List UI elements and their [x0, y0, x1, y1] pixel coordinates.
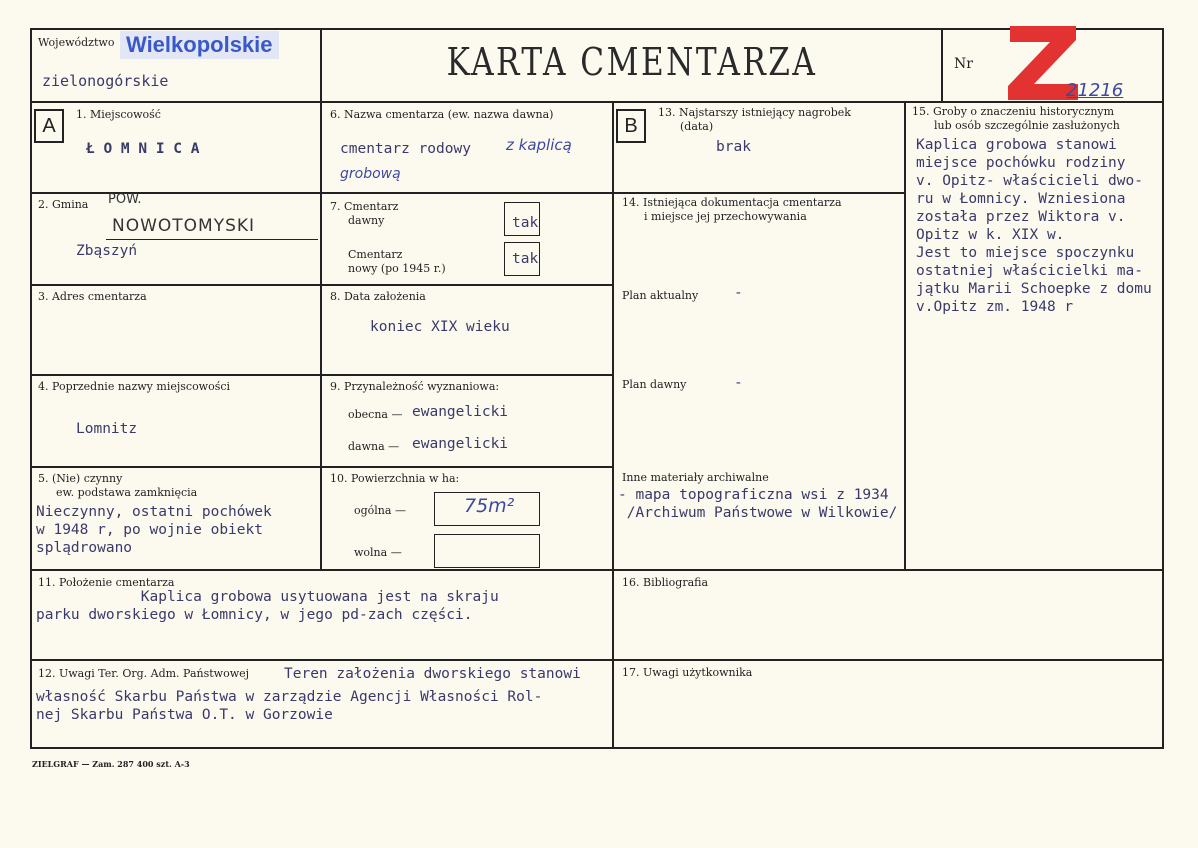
f12-value-1: Teren założenia dworskiego stanowi — [284, 666, 581, 682]
f9-obecna-val: ewangelicki — [412, 404, 509, 420]
col-div-3 — [904, 103, 906, 570]
f11-value: Kaplica grobowa usytuowana jest na skraju parku dworskiego w Łomnicy, w jego pd-zach części. — [36, 589, 499, 623]
f14-plan-dawny-val: - — [734, 375, 743, 391]
header-col2 — [941, 28, 943, 103]
f2-label: 2. Gmina — [38, 198, 89, 211]
f9-label: 9. Przynależność wyznaniowa: — [330, 380, 500, 393]
f8-value: koniec XIX wieku — [370, 319, 510, 335]
f10-ogolna-val: 75m² — [464, 495, 515, 517]
f1-label: 1. Miejscowość — [76, 108, 161, 121]
f6-value: cmentarz rodowy — [340, 141, 471, 157]
f14-plan-aktualny-val: - — [734, 285, 743, 301]
frame-top — [30, 28, 1162, 30]
f13-value: brak — [716, 139, 751, 155]
f9-dawna: dawna — — [348, 440, 400, 453]
f7-label: 7. Cmentarz — [330, 200, 399, 213]
f15-label-1: 15. Groby o znaczeniu historycznym — [912, 105, 1115, 118]
section-a-letter: A — [34, 109, 64, 143]
f7-dawny: dawny — [348, 214, 385, 227]
f6-hand-2: grobową — [340, 166, 401, 182]
f7-dawny-val: tak — [512, 215, 539, 231]
f15-label-2: lub osób szczególnie zasłużonych — [934, 119, 1120, 132]
f14-label-2: i miejsce jej przechowywania — [644, 210, 807, 223]
f3-label: 3. Adres cmentarza — [38, 290, 147, 303]
f16-label: 16. Bibliografia — [622, 576, 709, 589]
wojewodztwo-label: Województwo — [38, 36, 115, 49]
f12-value-2: własność Skarbu Państwa w zarządzie Agencji Własności Rol- nej Skarbu Państwa O.T. w Gorzowie — [36, 689, 543, 723]
col-div-1 — [320, 103, 322, 570]
f4-label: 4. Poprzednie nazwy miejscowości — [38, 380, 231, 393]
f9-obecna: obecna — — [348, 408, 403, 421]
f12-label: 12. Uwagi Ter. Org. Adm. Państwowej — [38, 667, 250, 680]
section-b-letter: B — [616, 109, 646, 143]
header-col1 — [320, 28, 322, 103]
f10-ogolna: ogólna — — [354, 504, 406, 517]
f6-label: 6. Nazwa cmentarza (ew. nazwa dawna) — [330, 108, 554, 121]
f10-label: 10. Powierzchnia w ha: — [330, 472, 460, 485]
row-div-2 — [30, 284, 614, 286]
f7-cmentarz2: Cmentarz — [348, 248, 403, 261]
nr-value: 21216 — [1066, 80, 1124, 101]
f8-label: 8. Data założenia — [330, 290, 426, 303]
col-div-2 — [612, 103, 614, 748]
nr-label: Nr — [954, 56, 973, 72]
f4-value: Lomnitz — [76, 421, 138, 437]
header-divider — [30, 101, 1162, 103]
frame-right — [1162, 28, 1164, 748]
row-div-6 — [30, 659, 1164, 661]
f14-inne: Inne materiały archiwalne — [622, 471, 769, 484]
frame-bottom — [30, 747, 1164, 749]
f11-label: 11. Położenie cmentarza — [38, 576, 175, 589]
f2-value: Zbąszyń — [76, 243, 138, 259]
row-div-3 — [30, 374, 614, 376]
wojewodztwo-value: zielonogórskie — [42, 72, 169, 90]
f5-label-2: ew. podstawa zamknięcia — [56, 486, 198, 499]
printer-footer: ZIELGRAF — Zam. 287 400 szt. A-3 — [32, 759, 190, 769]
page-title: KARTA CMENTARZA — [446, 40, 818, 84]
f5-value: Nieczynny, ostatni pochówek w 1948 r, po wojnie obiekt splądrowano — [36, 504, 272, 556]
row-div-5 — [30, 569, 1164, 571]
f13-label-1: 13. Najstarszy istniejący nagrobek — [658, 106, 851, 119]
f7-nowy: nowy (po 1945 r.) — [348, 262, 446, 275]
f14-plan-aktualny: Plan aktualny — [622, 289, 699, 302]
f17-label: 17. Uwagi użytkownika — [622, 666, 753, 679]
frame-left — [30, 28, 32, 748]
row-div-b1 — [612, 192, 904, 194]
f1-value: Ł O M N I C A — [86, 141, 200, 157]
f14-plan-dawny: Plan dawny — [622, 378, 687, 391]
f14-inne-val: - mapa topograficzna wsi z 1934 /Archiwum Państwowe w Wilkowie/ — [618, 487, 898, 521]
wojewodztwo-stamp: Wielkopolskie — [120, 31, 279, 59]
gmina-underline — [106, 239, 318, 240]
f14-label-1: 14. Istniejąca dokumentacja cmentarza — [622, 196, 842, 209]
f10-wolna-box — [434, 534, 540, 568]
f10-wolna: wolna — — [354, 546, 402, 559]
f13-label-2: (data) — [680, 120, 714, 133]
f6-hand-1: z kaplicą — [506, 136, 572, 154]
f15-value: Kaplica grobowa stanowi miejsce pochówku rodziny v. Opitz- właścicieli dwo- ru w Łomnicy. Wzniesiona została przez Wiktora v. Opitz w k. XIX w. Jest to miejsce spoczynku ostatniej właścicielki ma- jątku Marii Schoepke z domu v.Opitz zm. 1948 r — [916, 137, 1152, 315]
f2-hand-pow: POW. — [108, 192, 142, 207]
f9-dawna-val: ewangelicki — [412, 436, 509, 452]
row-div-4 — [30, 466, 614, 468]
f7-nowy-val: tak — [512, 251, 539, 267]
f5-label-1: 5. (Nie) czynny — [38, 472, 123, 485]
f2-hand-value: NOWOTOMYSKI — [112, 216, 256, 236]
